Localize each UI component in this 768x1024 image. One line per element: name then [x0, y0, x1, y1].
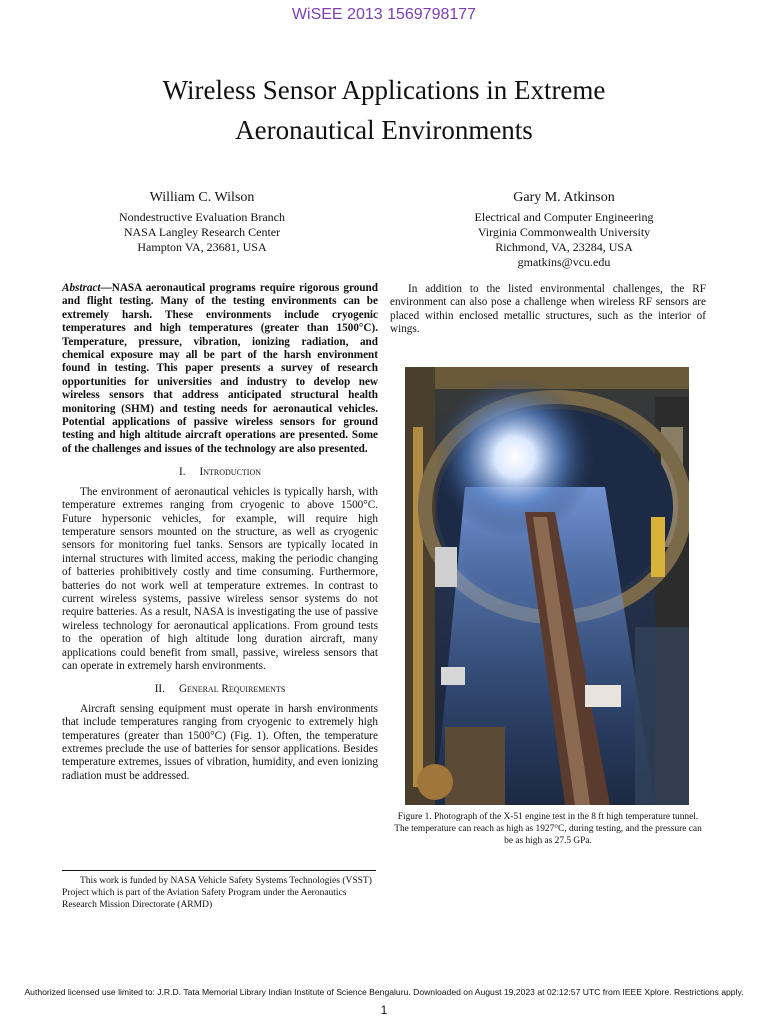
title-line-2: Aeronautical Environments: [235, 115, 533, 145]
license-notice: Authorized licensed use limited to: J.R.D. Tata Memorial Library Indian Institute of Science Bengaluru. Downloaded on August 19,2023 at 02:12:57 UTC from IEEE Xplore. Restrictions apply.: [24, 987, 744, 997]
figure-caption: Figure 1. Photograph of the X-51 engine test in the 8 ft high temperature tunnel. The temperature can reach as high as 1927°C, during testing, and the pressure can be as high as 27.5 GPa.: [394, 812, 702, 846]
abstract-label: Abstract: [62, 282, 101, 294]
right-paragraph: In addition to the listed environmental challenges, the RF environment can also pose a challenge when wireless RF sensors are placed within enclosed metallic structures, such as the interior of wings.: [390, 283, 706, 336]
title-line-1: Wireless Sensor Applications in Extreme: [162, 75, 606, 105]
engine-test-image: [405, 367, 689, 805]
page-number: 1: [380, 1003, 388, 1017]
author-affiliation: NASA Langley Research Center: [123, 225, 281, 239]
section-heading-introduction: I. Introduction: [178, 466, 262, 479]
author-name: William C. Wilson: [149, 190, 255, 205]
author-affiliation: Nondestructive Evaluation Branch: [119, 210, 285, 224]
left-column: [62, 282, 378, 783]
footnote: This work is funded by NASA Vehicle Safety Systems Technologies (VSST) Project which is part of the Aviation Safety Program under the Aeronautics Research Mission Directorate (ARMD): [62, 876, 372, 910]
author-name: Gary M. Atkinson: [513, 190, 615, 205]
conference-header: WiSEE 2013 1569798177: [291, 6, 477, 23]
author-email: gmatkins@vcu.edu: [517, 255, 611, 269]
right-column: [390, 283, 706, 337]
abstract-text: —NASA aeronautical programs require rigorous ground and flight testing. Many of the testing environments can be extremely harsh. These environments include cryogenic temperatures and high temperatures (greater than 1500°C). Temperature, pressure, vibration, ionizing radiation, and chemical exposure may all be part of the harsh environment found in testing. This paper presents a survey of research opportunities for universities and industry to develop new wireless sensors that address anticipated structural health monitoring (SHM) and testing needs for aeronautical vehicles. Potential applications of passive wireless sensors for ground testing and high altitude aircraft operations are presented. Some of the challenges and issues of the technology are also presented.: [62, 282, 378, 455]
author-affiliation: Richmond, VA, 23284, USA: [495, 240, 633, 254]
author-affiliation: Virginia Commonwealth University: [477, 225, 651, 239]
footnote-divider: [62, 870, 376, 871]
abstract: [62, 282, 378, 456]
author-affiliation: Electrical and Computer Engineering: [474, 210, 654, 224]
author-affiliation: Hampton VA, 23681, USA: [137, 240, 267, 254]
author-block-1: [52, 190, 352, 255]
section-body-general-requirements: Aircraft sensing equipment must operate in harsh environments that include temperatures ranging from cryogenic to extremely high temperatures (greater than 1500°C) (Fig. 1). Often, the temperature extremes preclude the use of batteries for sensor applications. Besides temperature extremes, issues of vibration, humidity, and even ionizing radiation must be addressed.: [62, 702, 378, 782]
figure-1-photo: [405, 367, 689, 805]
paper-title: [0, 70, 768, 150]
author-block-2: [414, 190, 714, 270]
section-body-introduction: The environment of aeronautical vehicles is typically harsh, with temperature extremes ranging from cryogenic to above 1500°C. Future hypersonic vehicles, for example, will require high temperature sensors mounted on the structure, as well as cryogenic sensors for monitoring fuel tanks. Sensors are typically located in internal structures with limited access, making the periodic changing of batteries prohibitively costly and time consuming. Furthermore, batteries do not work well at temperature extremes. In contrast to current wireless systems, passive wireless sensor systems do not require batteries. As a result, NASA is investigating the use of passive wireless technology for aeronautical applications. From ground tests to the operation of high altitude long duration aircraft, many applications could benefit from small, passive, wireless sensors that can operate in extremely harsh environments.: [62, 485, 378, 672]
section-heading-general-requirements: II. General Requirements: [154, 683, 286, 696]
